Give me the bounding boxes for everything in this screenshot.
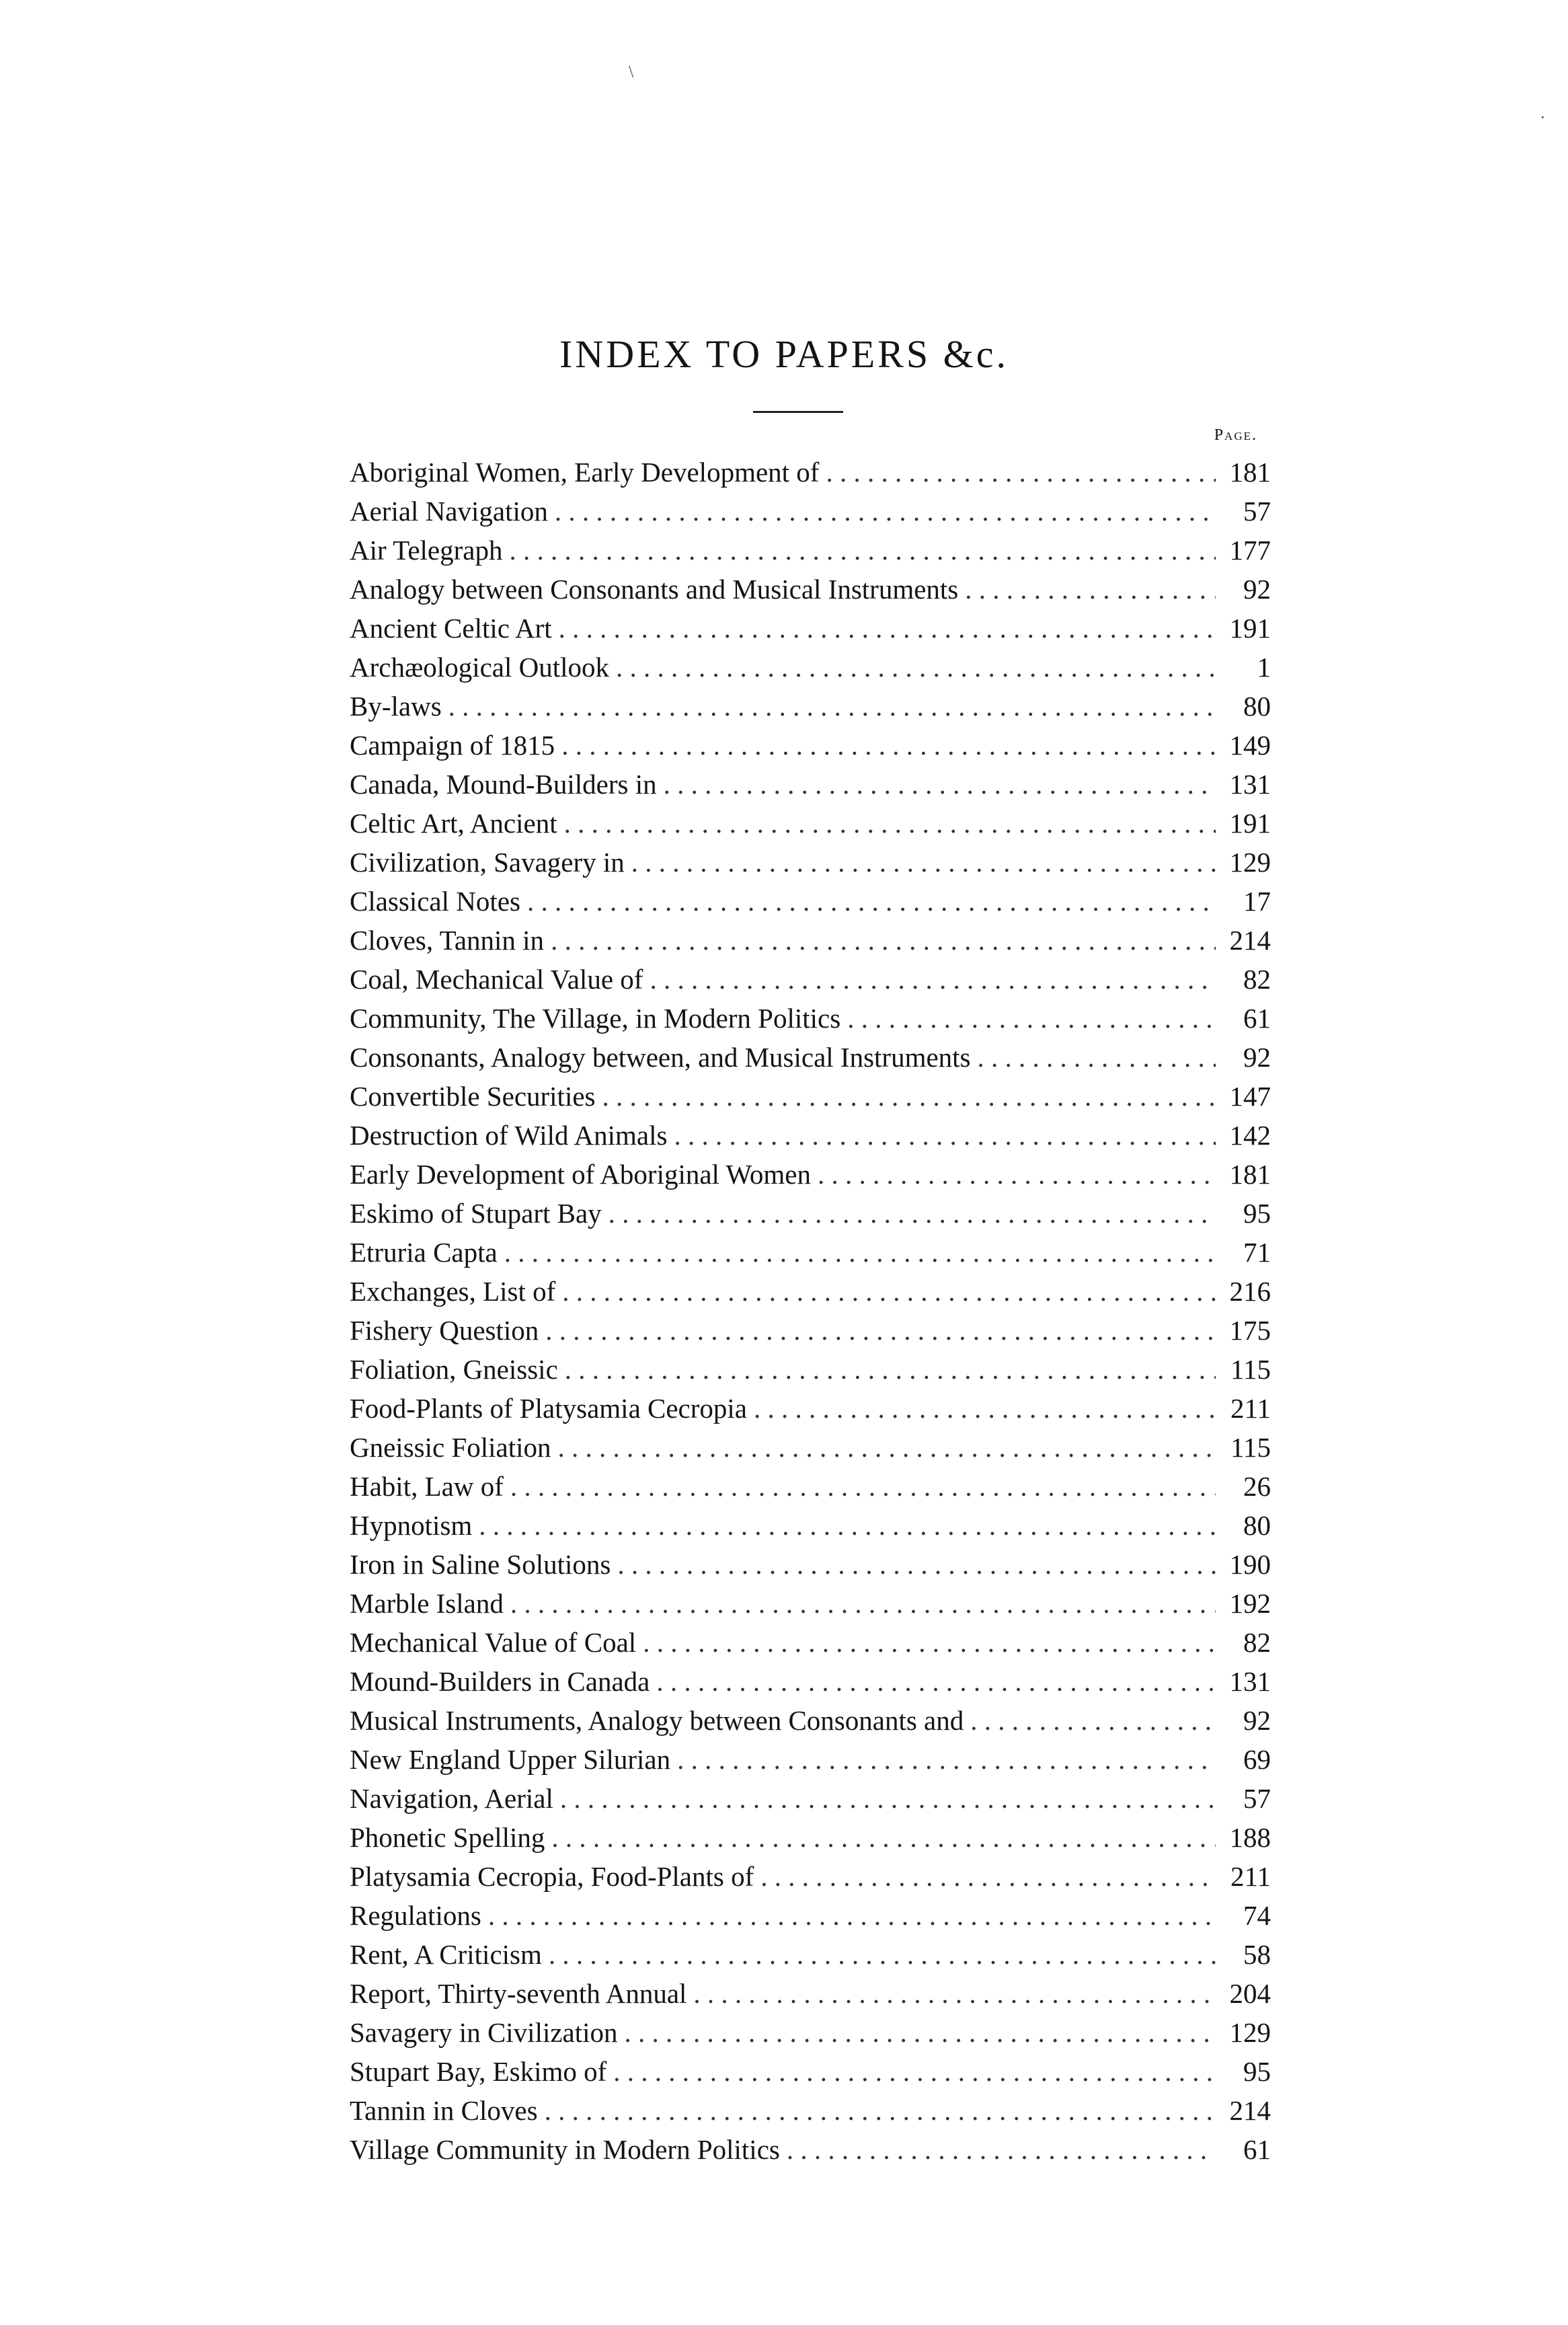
dot-leader: [565, 1350, 1216, 1389]
dot-leader: [656, 1662, 1216, 1701]
entry-page-number: 188: [1229, 1822, 1271, 1853]
entry-page-number: 17: [1243, 886, 1271, 917]
index-entry: [350, 1818, 1271, 1857]
entry-page-number: 214: [1229, 2095, 1271, 2126]
index-entry: [350, 531, 1271, 570]
entry-topic: Mound-Builders in Canada: [350, 1666, 650, 1697]
entry-page-number: 191: [1229, 613, 1271, 644]
index-entry: [350, 921, 1271, 960]
entry-topic: Iron in Saline Solutions: [350, 1549, 611, 1580]
index-entry: [350, 2052, 1271, 2091]
entry-topic: Musical Instruments, Analogy between Consonants and: [350, 1705, 964, 1736]
entry-page-number: 69: [1243, 1744, 1271, 1775]
entry-page-number: 92: [1243, 574, 1271, 605]
index-entry: [350, 1896, 1271, 1935]
entry-page-number: 181: [1229, 1159, 1271, 1190]
index-entry: [350, 492, 1271, 531]
index-entry: [350, 2091, 1271, 2130]
dot-leader: [754, 1389, 1216, 1428]
dot-leader: [558, 1428, 1216, 1467]
entry-page-number: 216: [1229, 1276, 1271, 1307]
entry-topic: Fishery Question: [350, 1315, 539, 1346]
entry-topic: New England Upper Silurian: [350, 1744, 671, 1775]
entry-topic: Regulations: [350, 1900, 481, 1931]
entry-page-number: 190: [1229, 1549, 1271, 1580]
index-entry: [350, 1545, 1271, 1584]
index-entry: [350, 453, 1271, 492]
dot-leader: [617, 1545, 1216, 1584]
index-entry: [350, 1857, 1271, 1896]
index-entry: [350, 1701, 1271, 1740]
entry-page-number: 191: [1229, 808, 1271, 839]
index-entry: [350, 1584, 1271, 1623]
index-entry: [350, 1272, 1271, 1311]
entry-topic: Community, The Village, in Modern Politics: [350, 1003, 841, 1034]
title-rule: [753, 411, 843, 413]
entry-page-number: 57: [1243, 496, 1271, 527]
dot-leader: [448, 687, 1216, 726]
index-entries: [350, 453, 1271, 2169]
dot-leader: [818, 1155, 1216, 1194]
index-entry: [350, 687, 1271, 726]
entry-page-number: 175: [1229, 1315, 1271, 1346]
dot-leader: [549, 1935, 1216, 1974]
dot-leader: [509, 531, 1216, 570]
index-entry: [350, 1740, 1271, 1779]
entry-page-number: 71: [1243, 1237, 1271, 1268]
dot-leader: [631, 843, 1216, 882]
entry-topic: Food-Plants of Platysamia Cecropia: [350, 1393, 747, 1424]
index-entry: [350, 609, 1271, 648]
dot-leader: [564, 804, 1216, 843]
entry-topic: Stupart Bay, Eskimo of: [350, 2056, 607, 2087]
entry-topic: Eskimo of Stupart Bay: [350, 1198, 602, 1229]
index-entry: [350, 1350, 1271, 1389]
index-entry: [350, 2130, 1271, 2169]
dot-leader: [674, 1116, 1216, 1155]
entry-topic: Habit, Law of: [350, 1471, 504, 1502]
index-entry: [350, 1779, 1271, 1818]
entry-topic: Coal, Mechanical Value of: [350, 964, 643, 995]
entry-topic: Etruria Capta: [350, 1237, 498, 1268]
entry-page-number: 26: [1243, 1471, 1271, 1502]
entry-page-number: 57: [1243, 1783, 1271, 1814]
entry-topic: Rent, A Criticism: [350, 1939, 542, 1970]
entry-topic: Savagery in Civilization: [350, 2017, 618, 2048]
entry-page-number: 192: [1229, 1588, 1271, 1619]
index-entry: [350, 999, 1271, 1038]
entry-topic: Destruction of Wild Animals: [350, 1120, 668, 1151]
index-entry: [350, 882, 1271, 921]
entry-page-number: 115: [1230, 1354, 1271, 1385]
index-entry: [350, 960, 1271, 999]
entry-topic: Early Development of Aboriginal Women: [350, 1159, 811, 1190]
entry-topic: Foliation, Gneissic: [350, 1354, 558, 1385]
scan-speck: \: [629, 62, 634, 81]
index-entry: [350, 570, 1271, 609]
dot-leader: [479, 1506, 1216, 1545]
dot-leader: [504, 1233, 1216, 1272]
dot-leader: [787, 2130, 1216, 2169]
index-entry: [350, 1662, 1271, 1701]
entry-page-number: 80: [1243, 691, 1271, 722]
dot-leader: [677, 1740, 1216, 1779]
entry-page-number: 92: [1243, 1705, 1271, 1736]
entry-page-number: 115: [1230, 1432, 1271, 1463]
index-entry: [350, 1428, 1271, 1467]
index-entry: [350, 1194, 1271, 1233]
index-entry: [350, 1233, 1271, 1272]
index-entry: [350, 726, 1271, 765]
index-entry: [350, 1116, 1271, 1155]
index-entry: [350, 648, 1271, 687]
entry-page-number: 131: [1229, 769, 1271, 800]
entry-page-number: 129: [1229, 847, 1271, 878]
entry-topic: Canada, Mound-Builders in: [350, 769, 657, 800]
entry-page-number: 142: [1229, 1120, 1271, 1151]
dot-leader: [527, 882, 1216, 921]
entry-page-number: 92: [1243, 1042, 1271, 1073]
scan-speck: ·: [1540, 108, 1546, 127]
entry-topic: Consonants, Analogy between, and Musical Instruments: [350, 1042, 971, 1073]
dot-leader: [510, 1467, 1216, 1506]
dot-leader: [545, 2091, 1216, 2130]
dot-leader: [965, 570, 1216, 609]
entry-page-number: 149: [1229, 730, 1271, 761]
dot-leader: [488, 1896, 1216, 1935]
index-entry: [350, 1935, 1271, 1974]
page-column-header: Page.: [1214, 426, 1257, 444]
index-entry: [350, 1311, 1271, 1350]
entry-topic: Classical Notes: [350, 886, 520, 917]
entry-page-number: 129: [1229, 2017, 1271, 2048]
dot-leader: [847, 999, 1216, 1038]
entry-topic: Aboriginal Women, Early Development of: [350, 457, 820, 488]
entry-topic: Village Community in Modern Politics: [350, 2134, 780, 2165]
dot-leader: [555, 492, 1216, 531]
entry-topic: Civilization, Savagery in: [350, 847, 625, 878]
dot-leader: [613, 2052, 1216, 2091]
entry-page-number: 211: [1230, 1393, 1271, 1424]
dot-leader: [510, 1584, 1216, 1623]
index-entry: [350, 1974, 1271, 2013]
entry-page-number: 82: [1243, 964, 1271, 995]
index-entry: [350, 1506, 1271, 1545]
entry-topic: Celtic Art, Ancient: [350, 808, 557, 839]
dot-leader: [602, 1077, 1216, 1116]
entry-topic: Hypnotism: [350, 1510, 473, 1541]
dot-leader: [561, 726, 1216, 765]
entry-page-number: 181: [1229, 457, 1271, 488]
entry-topic: Navigation, Aerial: [350, 1783, 553, 1814]
dot-leader: [826, 453, 1216, 492]
dot-leader: [978, 1038, 1216, 1077]
dot-leader: [560, 1779, 1216, 1818]
entry-page-number: 211: [1230, 1861, 1271, 1892]
dot-leader: [693, 1974, 1216, 2013]
entry-page-number: 1: [1257, 652, 1271, 683]
entry-topic: By-laws: [350, 691, 442, 722]
dot-leader: [616, 648, 1216, 687]
dot-leader: [664, 765, 1216, 804]
dot-leader: [643, 1623, 1216, 1662]
dot-leader: [562, 1272, 1216, 1311]
entry-page-number: 95: [1243, 1198, 1271, 1229]
dot-leader: [559, 609, 1216, 648]
dot-leader: [551, 1818, 1216, 1857]
index-entry: [350, 1077, 1271, 1116]
entry-page-number: 95: [1243, 2056, 1271, 2087]
entry-topic: Campaign of 1815: [350, 730, 555, 761]
entry-page-number: 74: [1243, 1900, 1271, 1931]
entry-page-number: 214: [1229, 925, 1271, 956]
entry-topic: Platysamia Cecropia, Food-Plants of: [350, 1861, 754, 1892]
entry-topic: Report, Thirty-seventh Annual: [350, 1978, 687, 2009]
entry-page-number: 177: [1229, 535, 1271, 566]
page-title: INDEX TO PAPERS &c.: [559, 332, 1009, 376]
entry-topic: Gneissic Foliation: [350, 1432, 551, 1463]
dot-leader: [650, 960, 1216, 999]
entry-topic: Archæological Outlook: [350, 652, 610, 683]
index-entry: [350, 843, 1271, 882]
dot-leader: [551, 921, 1216, 960]
entry-topic: Convertible Securities: [350, 1081, 596, 1112]
index-entry: [350, 1155, 1271, 1194]
dot-leader: [760, 1857, 1216, 1896]
entry-page-number: 61: [1243, 1003, 1271, 1034]
entry-topic: Marble Island: [350, 1588, 504, 1619]
entry-topic: Ancient Celtic Art: [350, 613, 552, 644]
entry-topic: Phonetic Spelling: [350, 1822, 545, 1853]
index-entry: [350, 2013, 1271, 2052]
entry-topic: Cloves, Tannin in: [350, 925, 545, 956]
index-entry: [350, 1389, 1271, 1428]
entry-page-number: 131: [1229, 1666, 1271, 1697]
entry-topic: Air Telegraph: [350, 535, 503, 566]
entry-topic: Mechanical Value of Coal: [350, 1627, 637, 1658]
dot-leader: [970, 1701, 1216, 1740]
dot-leader: [545, 1311, 1216, 1350]
index-entry: [350, 765, 1271, 804]
entry-page-number: 61: [1243, 2134, 1271, 2165]
index-entry: [350, 1467, 1271, 1506]
entry-topic: Aerial Navigation: [350, 496, 548, 527]
entry-page-number: 58: [1243, 1939, 1271, 1970]
index-entry: [350, 1038, 1271, 1077]
entry-topic: Analogy between Consonants and Musical Instruments: [350, 574, 959, 605]
entry-page-number: 82: [1243, 1627, 1271, 1658]
entry-page-number: 147: [1229, 1081, 1271, 1112]
entry-page-number: 80: [1243, 1510, 1271, 1541]
entry-topic: Tannin in Cloves: [350, 2095, 538, 2126]
dot-leader: [609, 1194, 1216, 1233]
dot-leader: [625, 2013, 1216, 2052]
entry-topic: Exchanges, List of: [350, 1276, 556, 1307]
index-entry: [350, 804, 1271, 843]
entry-page-number: 204: [1229, 1978, 1271, 2009]
index-entry: [350, 1623, 1271, 1662]
